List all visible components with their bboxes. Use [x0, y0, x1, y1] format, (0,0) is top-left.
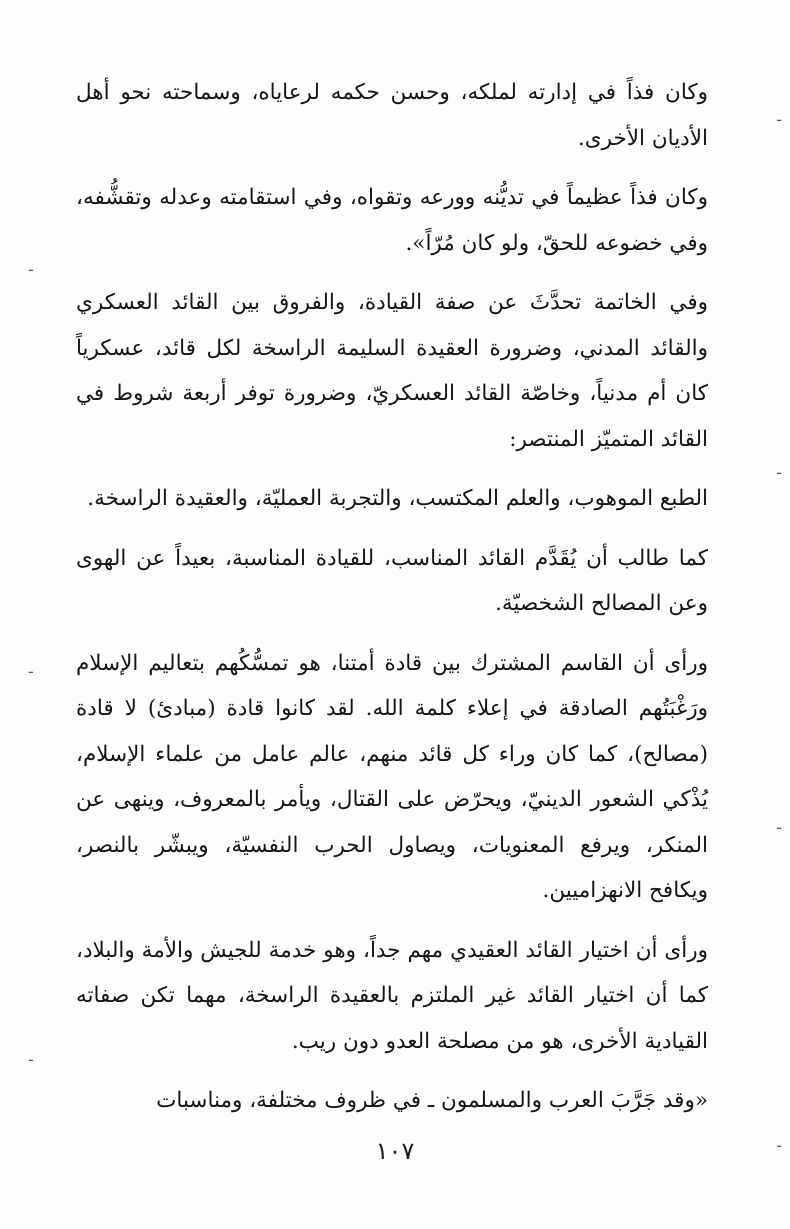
margin-mark: - — [28, 260, 34, 279]
paragraph: كما طالب أن يُقَدَّم القائد المناسب، للقيادة المناسبة، بعيداً عن الهوى وعن المصالح الشخصيّة. — [76, 545, 708, 616]
margin-mark: - — [776, 818, 782, 837]
paragraph: وفي الخاتمة تحدَّثَ عن صفة القيادة، والفروق بين القائد العسكري والقائد المدني، وضرورة العقيدة السليمة الراسخة لكل قائد، عسكرياً كان أم مدنياً، وخاصّة القائد العسكريّ، وضرورة توفر أربعة شروط في القائد المتميّز المنتصر: — [76, 290, 708, 452]
margin-mark: - — [28, 662, 34, 681]
margin-mark: - — [776, 1136, 782, 1155]
margin-mark: - — [776, 110, 782, 129]
paragraph: ورأى أن اختيار القائد العقيدي مهم جداً، وهو خدمة للجيش والأمة والبلاد، كما أن اختيار القائد غير الملتزم بالعقيدة الراسخة، مهما تكن صفاته القيادية الأخرى، هو من مصلحة العدو دون ريب. — [76, 937, 708, 1054]
paragraph: وكان فذاً عظيماً في تديُّنه وورعه وتقواه، وفي استقامته وعدله وتقشُّفه، وفي خضوعه للحقّ، ولو كان مُرّاً». — [76, 185, 708, 256]
body-text — [76, 70, 708, 1124]
paragraph: ورأى أن القاسم المشترك بين قادة أمتنا، هو تمسُّكُهم بتعاليم الإسلام ورَغْبَتُهم الصادقة في إعلاء كلمة الله. لقد كانوا قادة (مبادئ) لا قادة (مصالح)، كما كان وراء كل قائد منهم، عالم عامل من علماء الإسلام، يُذْكي الشعور الدينيّ، ويحرّض على القتال، ويأمر بالمعروف، وينهى عن المنكر، ويرفع المعنويات، ويصاول الحرب النفسيّة، ويبشّر بالنصر، ويكافح الانهزاميين. — [76, 650, 708, 903]
paragraph: وكان فذاً في إدارته لملكه، وحسن حكمه لرعاياه، وسماحته نحو أهل الأديان الأخرى. — [76, 80, 708, 151]
margin-mark: - — [28, 1050, 34, 1069]
page-number: ١٠٧ — [375, 1137, 415, 1165]
margin-mark: - — [776, 463, 782, 482]
paragraph: الطبع الموهوب، والعلم المكتسب، والتجربة العمليّة، والعقيدة الراسخة. — [87, 486, 708, 511]
paragraph: «وقد جَرَّبَ العرب والمسلمون ـ في ظروف مختلفة، ومناسبات — [156, 1088, 708, 1113]
